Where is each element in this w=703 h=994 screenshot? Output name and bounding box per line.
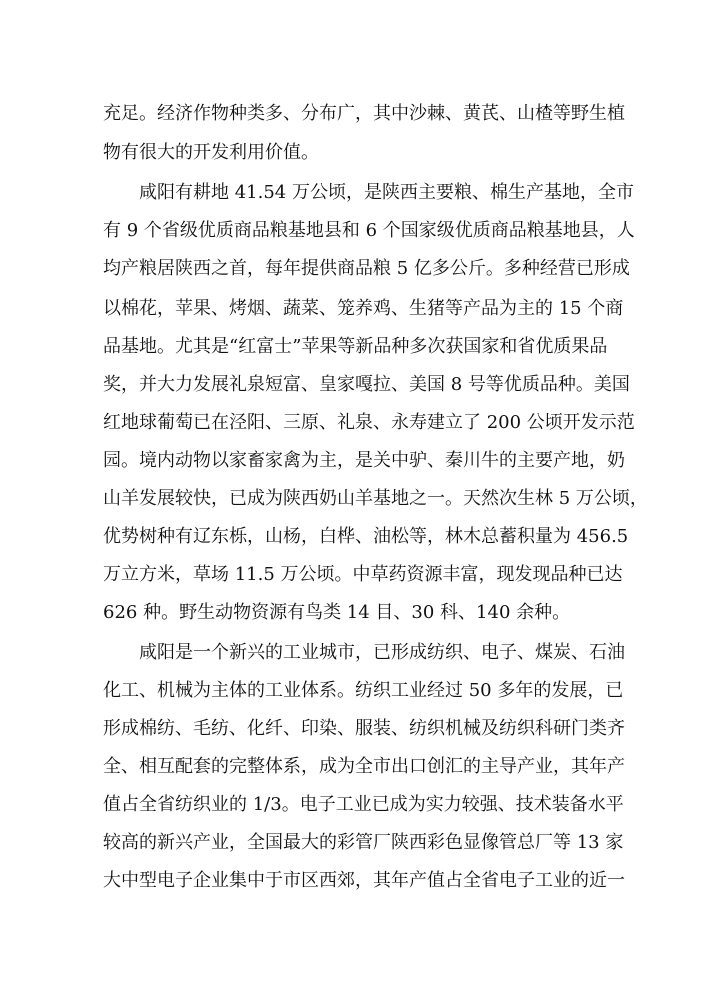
text-line-19: 值占全省纺织业的 1/3。电子工业已成为实力较强、技术装备水平 [103, 794, 624, 815]
text-line-16: 化工、机械为主体的工业体系。纺织工业经过 50 多年的发展，已 [103, 680, 624, 701]
text-line-5: 均产粮居陕西之首，每年提供商品粮 5 亿多公斤。多种经营已形成 [103, 258, 630, 279]
text-line-6: 以棉花，苹果、烤烟、蔬菜、笼养鸡、生猪等产品为主的 15 个商 [103, 298, 624, 319]
text-line-4: 有 9 个省级优质商品粮基地县和 6 个国家级优质商品粮基地县，人 [103, 220, 635, 241]
text-line-12: 优势树种有辽东栎，山杨，白桦、油松等，林木总蓄积量为 456.5 [103, 526, 629, 547]
text-line-1: 充足。经济作物种类多、分布广，其中沙棘、黄芪、山楂等野生植 [103, 103, 625, 124]
text-line-20: 较高的新兴产业，全国最大的彩管厂陕西彩色显像管总厂等 13 家 [103, 832, 624, 853]
text-line-9: 红地球葡萄已在泾阳、三原、礼泉、永寿建立了 200 公顷开发示范 [103, 412, 635, 433]
text-line-17: 形成棉纺、毛纺、化纤、印染、服装、纺织机械及纺织科研门类齐 [103, 718, 625, 739]
text-line-7: 品基地。尤其是“红富士”苹果等新品种多次获国家和省优质果品 [103, 336, 608, 357]
text-line-3: 咸阳有耕地 41.54 万公顷，是陕西主要粮、棉生产基地，全市 [139, 182, 634, 203]
text-line-21: 大中型电子企业集中于市区西郊，其年产值占全省电子工业的近一 [103, 870, 625, 891]
text-line-13: 万立方米，草场 11.5 万公顷。中草药资源丰富，现发现品种已达 [103, 564, 623, 585]
text-line-10: 园。境内动物以家畜家禽为主，是关中驴、秦川牛的主要产地，奶 [103, 450, 625, 471]
text-line-8: 奖，并大力发展礼泉短富、皇家嘎拉、美国 8 号等优质品种。美国 [103, 374, 630, 395]
text-line-11: 山羊发展较快，已成为陕西奶山羊基地之一。天然次生林 5 万公顷， [103, 488, 648, 509]
text-line-14: 626 种。野生动物资源有鸟类 14 目、30 科、140 余种。 [103, 602, 571, 623]
text-line-2: 物有很大的开发利用价值。 [103, 142, 319, 163]
text-line-15: 咸阳是一个新兴的工业城市，已形成纺织、电子、煤炭、石油 [139, 642, 625, 663]
text-line-18: 全、相互配套的完整体系，成为全市出口创汇的主导产业，其年产 [103, 756, 625, 777]
